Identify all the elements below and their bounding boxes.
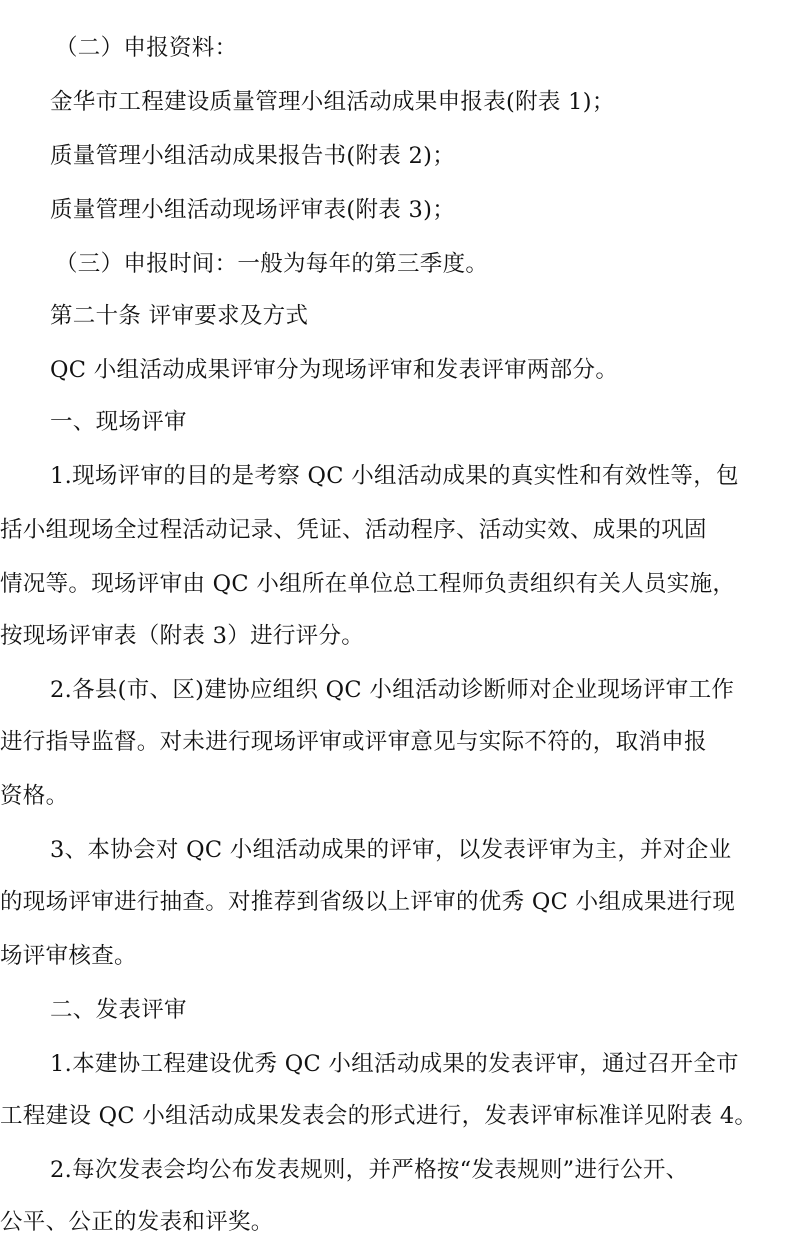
subsection-heading-onsite: 一、现场评审 <box>50 409 187 435</box>
paragraph-line: 工程建设 QC 小组活动成果发表会的形式进行，发表评审标准详见附表 4。 <box>0 1103 758 1129</box>
subsection-heading-presentation: 二、发表评审 <box>50 997 187 1023</box>
article-heading: 第二十条 评审要求及方式 <box>50 303 309 329</box>
paragraph-line: 2.各县(市、区)建协应组织 QC 小组活动诊断师对企业现场评审工作 <box>50 677 735 703</box>
paragraph-line: 资格。 <box>0 783 69 809</box>
paragraph-line: 1.现场评审的目的是考察 QC 小组活动成果的真实性和有效性等，包 <box>50 463 739 489</box>
paragraph-line: 括小组现场全过程活动记录、凭证、活动程序、活动实效、成果的巩固 <box>0 517 707 543</box>
paragraph-line: 情况等。现场评审由 QC 小组所在单位总工程师负责组织有关人员实施， <box>0 571 736 597</box>
paragraph-line: 的现场评审进行抽查。对推荐到省级以上评审的优秀 QC 小组成果进行现 <box>0 889 736 915</box>
paragraph-line: QC 小组活动成果评审分为现场评审和发表评审两部分。 <box>50 357 619 383</box>
paragraph-line: 质量管理小组活动现场评审表(附表 3)； <box>50 197 456 223</box>
section-heading-time: （三）申报时间：一般为每年的第三季度。 <box>55 251 489 277</box>
section-heading-materials: （二）申报资料： <box>55 35 238 61</box>
paragraph-line: 场评审核查。 <box>0 943 137 969</box>
paragraph-line: 2.每次发表会均公布发表规则，并严格按“发表规则”进行公开、 <box>50 1157 689 1183</box>
paragraph-line: 3、本协会对 QC 小组活动成果的评审，以发表评审为主，并对企业 <box>50 837 732 863</box>
paragraph-line: 质量管理小组活动成果报告书(附表 2)； <box>50 143 456 169</box>
paragraph-line: 按现场评审表（附表 3）进行评分。 <box>0 623 365 649</box>
paragraph-line: 1.本建协工程建设优秀 QC 小组活动成果的发表评审，通过召开全市 <box>50 1051 739 1077</box>
paragraph-line: 进行指导监督。对未进行现场评审或评审意见与实际不符的，取消申报 <box>0 729 707 755</box>
paragraph-line: 金华市工程建设质量管理小组活动成果申报表(附表 1)； <box>50 89 615 115</box>
paragraph-line: 公平、公正的发表和评奖。 <box>0 1209 274 1235</box>
